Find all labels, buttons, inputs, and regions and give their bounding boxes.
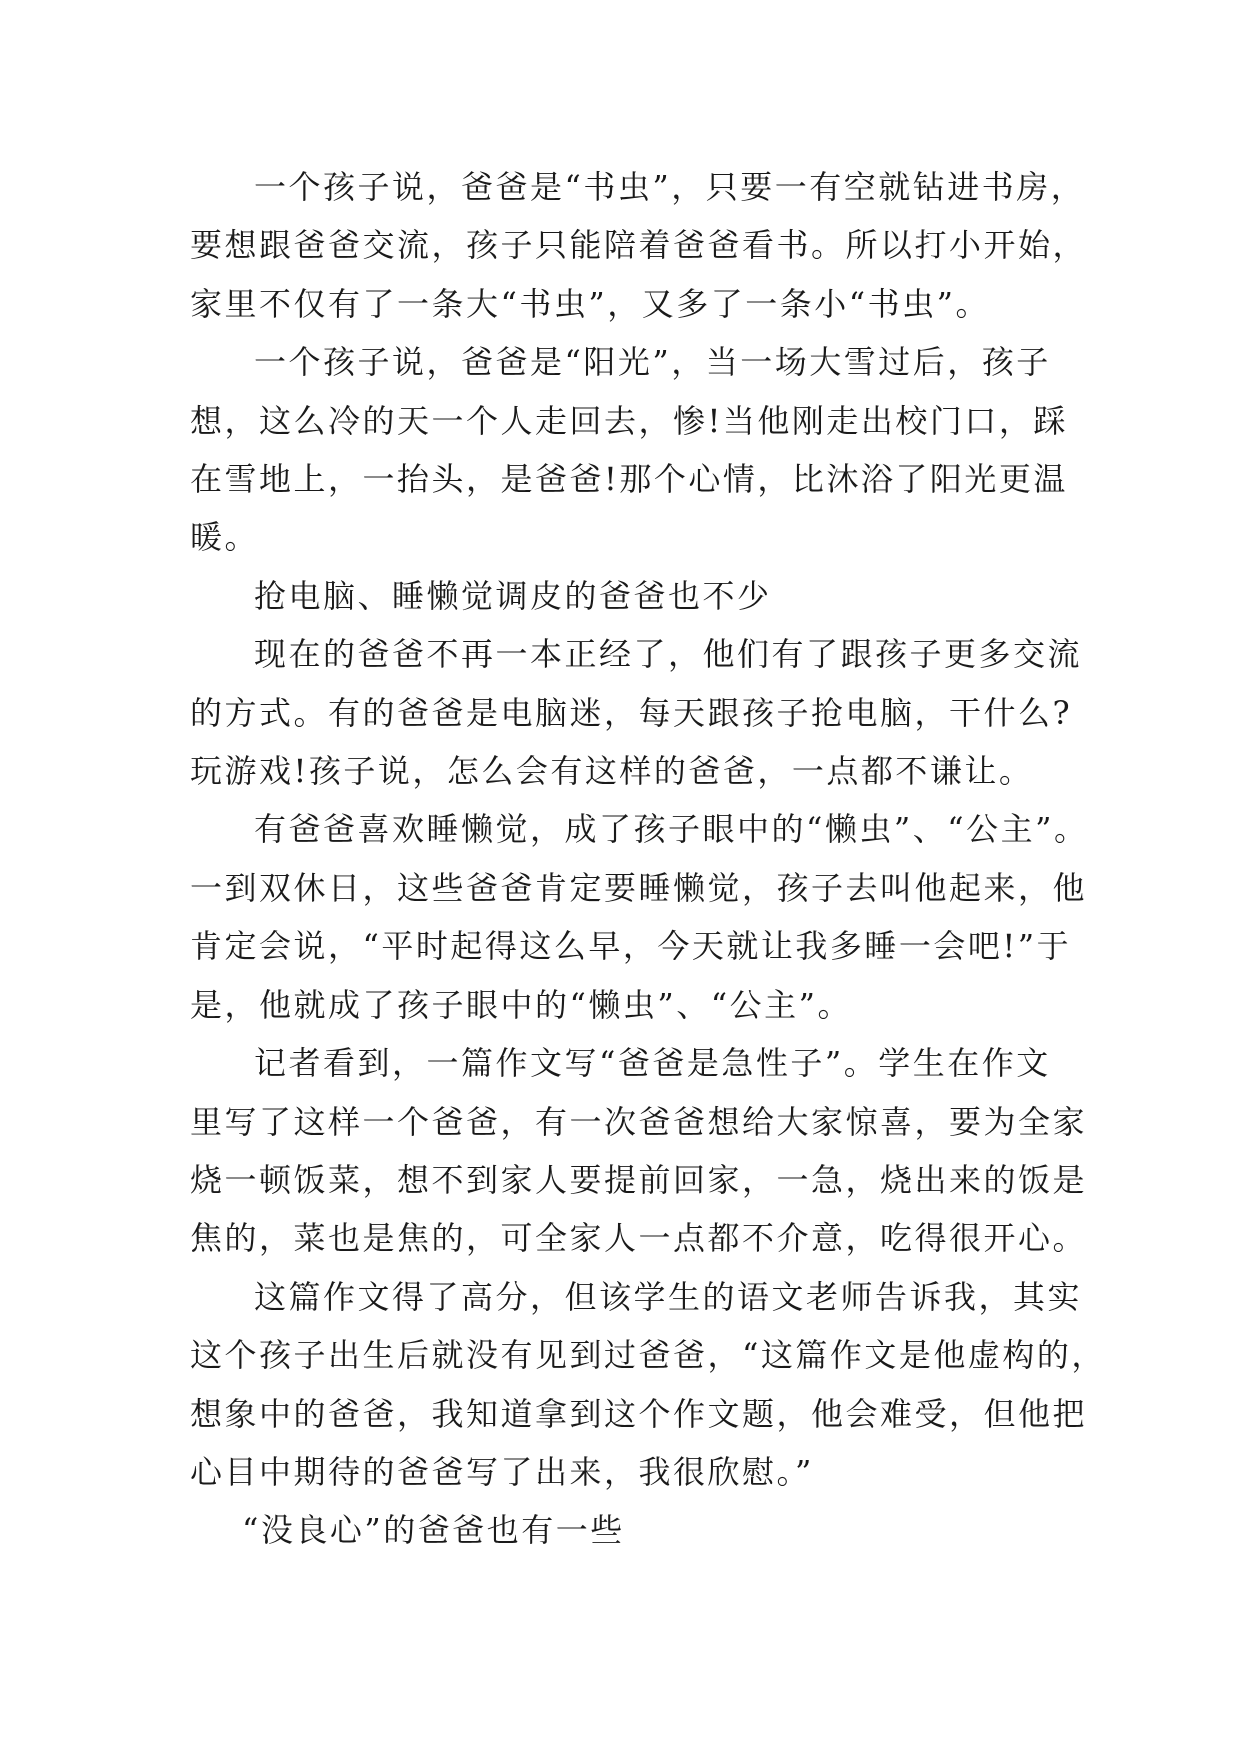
text-line: 暖。 xyxy=(190,518,260,557)
text-line: 在雪地上，一抬头，是爸爸!那个心情，比沐浴了阳光更温 xyxy=(190,460,1068,499)
text-line: 是，他就成了孩子眼中的“懒虫”、“公主”。 xyxy=(190,985,852,1024)
text-line: 玩游戏!孩子说，怎么会有这样的爸爸，一点都不谦让。 xyxy=(190,752,1034,791)
text-line: 里写了这样一个爸爸，有一次爸爸想给大家惊喜，要为全家 xyxy=(190,1102,1088,1141)
text-line: 烧一顿饭菜，想不到家人要提前回家，一急，烧出来的饭是 xyxy=(190,1160,1088,1199)
text-line: 肯定会说，“平时起得这么早，今天就让我多睡一会吧!”于 xyxy=(190,927,1072,966)
document-body xyxy=(190,158,1106,1560)
text-line: 要想跟爸爸交流，孩子只能陪着爸爸看书。所以打小开始， xyxy=(190,226,1088,265)
text-line: 这篇作文得了高分，但该学生的语文老师告诉我，其实 xyxy=(254,1277,1083,1316)
section-heading: 抢电脑、睡懒觉调皮的爸爸也不少 xyxy=(254,576,772,615)
section-heading: “没良心”的爸爸也有一些 xyxy=(242,1511,625,1550)
text-line: 一个孩子说，爸爸是“书虫”，只要一有空就钻进书房， xyxy=(254,168,1086,206)
text-line: 想，这么冷的天一个人走回去，惨!当他刚走出校门口，踩 xyxy=(190,401,1068,440)
text-line: 一个孩子说，爸爸是“阳光”，当一场大雪过后，孩子 xyxy=(254,343,1051,382)
text-line: 现在的爸爸不再一本正经了，他们有了跟孩子更多交流 xyxy=(254,635,1083,674)
text-line: 心目中期待的爸爸写了出来，我很欣慰。” xyxy=(190,1452,814,1491)
text-line: 想象中的爸爸，我知道拿到这个作文题，他会难受，但他把 xyxy=(190,1394,1088,1433)
text-line: 焦的，菜也是焦的，可全家人一点都不介意，吃得很开心。 xyxy=(190,1219,1088,1258)
text-line: 有爸爸喜欢睡懒觉，成了孩子眼中的“懒虫”、“公主”。 xyxy=(254,810,1089,849)
text-line: 一到双休日，这些爸爸肯定要睡懒觉，孩子去叫他起来，他 xyxy=(190,868,1088,907)
text-line: 的方式。有的爸爸是电脑迷，每天跟孩子抢电脑，干什么? xyxy=(190,693,1073,732)
text-line: 家里不仅有了一条大“书虫”，又多了一条小“书虫”。 xyxy=(190,284,990,323)
text-line: 记者看到，一篇作文写“爸爸是急性子”。学生在作文 xyxy=(254,1044,1051,1083)
text-line: 这个孩子出生后就没有见到过爸爸，“这篇作文是他虚构的， xyxy=(190,1336,1106,1375)
